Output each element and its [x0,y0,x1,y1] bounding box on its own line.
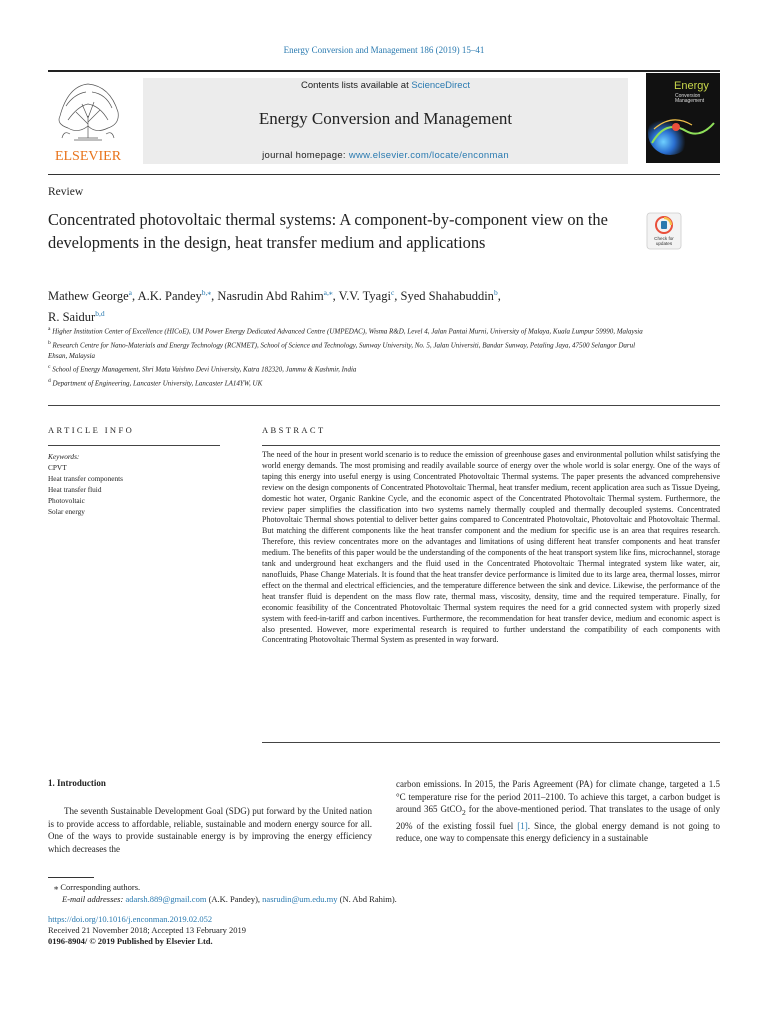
cover-sub-2: Management [675,98,705,105]
affiliation-marker: a [48,326,51,332]
affiliation [48,324,648,338]
check-for-updates-icon [646,212,682,250]
footnotes [48,881,688,905]
doi-link[interactable]: https://doi.org/10.1016/j.enconman.2019.02.052 [48,914,213,924]
journal-homepage [143,150,628,161]
intro-text: . Since, the global energy demand is not going to reduce, one way to compensate this energy deficiency in a sustainable [396,820,720,844]
keyword: Heat transfer components [48,474,123,483]
affiliation [48,338,648,363]
section-heading: 1. Introduction [48,778,106,788]
email-link[interactable]: adarsh.889@gmail.com [125,894,207,904]
abstract-text: The need of the hour in present world scenario is to reduce the emission of greenhouse gases and environmental pollution whilst satisfying the world energy demands. The most promising and readily available source of energy over the whole world is solar energy. One of the ways of taping this energy into useful energy is using Concentrated Photovoltaic Thermal systems. The paper presents the advanced comprehensive review on the design components of Concentrated Photovoltaic Thermal, heat transfer medium, recent application area such as Tissue Dyeing, domestic hot water, Organic Rankine Cycle, and the economic aspect of the Concentrated Photovoltaic Thermal system. Furthermore, the review paper simplifies the classification into two systems namely thermally coupled and thermally decoupled systems. Concentrated Photovoltaic Thermal shows potential to deliver better gains compared to Concentrated Photovoltaic, Photovoltaic and Photovoltaic Thermal. But matching the different components like the heat transfer component and the medium for specific use is an area that requires research. Therefore, this review concentrates more on the advantages and limitations of using different heat transfer components and heat transfer medium. The benefits of this paper would be the understanding of the components of the heat transport system like fins, microchannel, storage tank and underground heat exchangers and the fluid used in the Concentrated Photovoltaic Thermal integrated system like water, air, nanofluids, Phase Change Materials. It is found that the heat transfer device performance is limited due to its large area, thermal losses, mirror effect on the thermal and electrical efficiencies, and the temperature difference between the sink and device. Likewise, the performance of the heat transfer fluid is dependent on the mass flow rate, thermal mass, viscosity, density, time and the required temperature. Finally, for economic feasibility of the Concentrated Photovoltaic Thermal system requires the need for a grid connected system with properly sized system with feed-in-tariff and carbon incentives. Furthermore, the recommendation for heat transfer device, medium and economic aspect is also presented. However, more experimental research is required to further understand the compatibility of each components with Concentrating Photovoltaic Thermal System as presented in way forward. [262,450,720,645]
article-title: Concentrated photovoltaic thermal systems: A component-by-component view on the developments in the design, heat transfer medium and applications [48,210,608,252]
intro-paragraph-right [396,778,720,845]
sciencedirect-link[interactable]: ScienceDirect [411,80,470,91]
header-rule [48,70,720,72]
author-affil-marker[interactable]: a [128,288,132,297]
intro-paragraph-left: The seventh Sustainable Development Goal (SDG) put forward by the United nation is to provide access to affordable, reliable, sustainable and modern energy source for all. One of the ways to provide sustainable energy is by improving the energy efficiency which decreases the [48,806,372,854]
affiliation-text: Research Centre for Nano-Materials and Energy Technology (RCNMET), School of Science and Technology, Sunway University, No. 5, Jalan Universiti, Bandar Sunway, Petaling Jaya, 47500 Selangor Darul Ehsan, Malaysia [48,340,636,361]
keyword: CPVT [48,463,67,472]
check-for-updates-button[interactable] [646,212,682,250]
article-type: Review [48,186,84,198]
affiliation-marker: c [48,364,51,371]
intro-text: for the above-mentioned period. That translates to the usage of only 20% of the existing fossil fuel [396,804,721,831]
front-matter [48,914,448,948]
homepage-prefix: journal homepage: [262,150,349,161]
article-info-heading: ARTICLE INFO [48,425,135,435]
author-name[interactable]: V.V. Tyagi [338,289,391,304]
elsevier-wordmark: ELSEVIER [54,149,122,164]
author-name[interactable]: Mathew George [48,289,129,304]
affiliation-marker: b [48,339,51,346]
email-line [48,893,688,905]
author-name[interactable]: R. Saidur [48,310,96,325]
reference-link[interactable]: [1] [517,820,528,831]
email-owner: (N. Abd Rahim). [337,894,397,904]
email-owner: (A.K. Pandey), [206,894,263,904]
abstract-heading: ABSTRACT [262,425,326,435]
cover-title: Energy [674,80,709,92]
email-link[interactable]: nasrudin@um.edu.my [262,894,338,904]
elsevier-tree-icon [48,76,128,164]
article-info-rule [48,445,220,446]
abstract-rule [262,445,720,446]
affiliation-text: Higher Institution Center of Excellence (HICoE), UM Power Energy Dedicated Advanced Centre (UMPEDAC), Wisma R&D, Level 4, Jalan Pantai Murni, University of Malaya, Kuala Lumpur 59990, Malaysia [52,327,643,336]
check-badge-line1: Check for [654,236,674,241]
elsevier-logo[interactable] [48,76,128,164]
author-name[interactable]: A.K. Pandey [137,289,202,304]
author-affil-marker[interactable]: b,⁎ [201,288,212,297]
author-affil-marker[interactable]: c [390,288,395,297]
affiliation [48,362,648,376]
author-list: Mathew George$^a$, A.K. Pandey$^{b,⁎}$, Nasrudin Abd Rahim$^{a,⁎}$, V.V. Tyagi$^c$, Syed Shahabuddin$^b$, R. Saidur$^{b,d}$ [48,288,501,325]
keyword: Photovoltaic [48,496,85,505]
subscript: 2 [461,807,466,817]
author-name[interactable]: Syed Shahabuddin [400,289,494,304]
journal-citation[interactable]: Energy Conversion and Management 186 (2019) 15–41 [283,45,485,55]
keyword: Heat transfer fluid [48,485,102,494]
keywords-label: Keywords: [48,452,80,461]
keyword: Solar energy [48,507,85,516]
author-name[interactable]: Nasrudin Abd Rahim [217,289,324,304]
check-badge-line2: updates [655,241,673,246]
cover-subtitle [675,94,704,105]
affiliation-list [48,324,648,389]
contents-prefix: Contents lists available at [301,80,412,91]
affiliation-rule [48,405,720,406]
author-affil-marker[interactable]: b [493,288,498,297]
footnote-rule [48,877,94,878]
cover-sub-1: Conversion [675,93,701,99]
homepage-link[interactable]: www.elsevier.com/locate/enconman [348,150,509,161]
received-accepted-dates: Received 21 November 2018; Accepted 13 February 2019 [48,925,247,936]
affiliation-marker: d [48,377,51,384]
affiliation-text: School of Energy Management, Shri Mata Vaishno Devi University, Katra 182320, Jammu & Kashmir, India [52,365,357,374]
corresponding-note: ⁎ Corresponding authors. [54,882,141,892]
affiliation [48,376,648,390]
header-bottom-rule [48,174,720,175]
contents-line [143,80,628,91]
keywords-block [48,451,220,517]
author-affil-marker[interactable]: b,d [95,309,105,319]
issn-copyright: 0196-8904/ © 2019 Published by Elsevier Ltd. [48,936,213,947]
intro-text: carbon emissions. In 2015, the Paris Agreement (PA) for climate change, targeted a 1.5 °C temperature rise for the period 2011–2100. To achieve this target, a carbon budget is around 365 GtCO [396,779,720,815]
affiliation-text: Department of Engineering, Lancaster University, Lancaster LA14YW, UK [52,379,263,388]
abstract-bottom-rule [262,742,720,743]
author-affil-marker[interactable]: a,⁎ [323,288,333,297]
journal-name[interactable]: Energy Conversion and Management [258,109,513,128]
journal-cover-thumbnail[interactable] [646,73,720,163]
email-label: E-mail addresses: [62,894,126,904]
